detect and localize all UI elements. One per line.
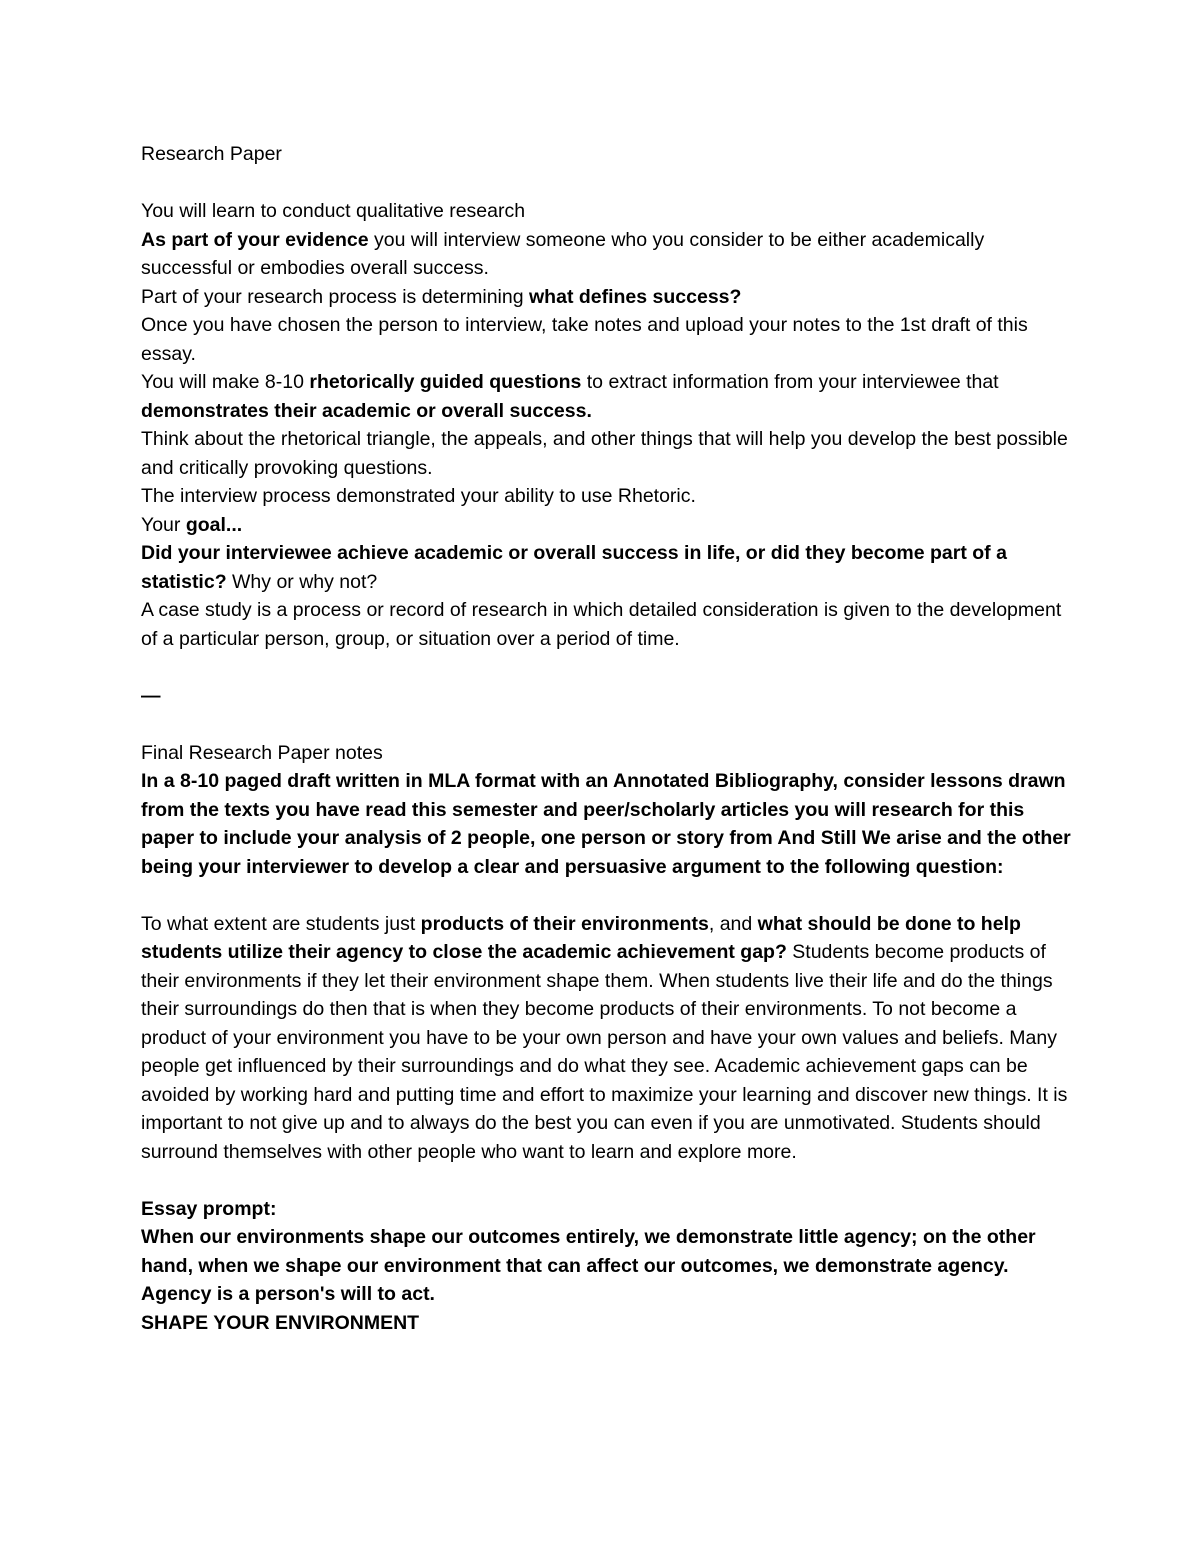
- goal-bold: goal...: [185, 513, 243, 536]
- answer-bold-1: products of their environments: [420, 912, 709, 935]
- answer-text: Students become products of their environments if they let their environment shape them. When students live their life and do the things their surroundings do then that is when they become products of their environments. To not become a product of your environment you have to be your own person and have your own values and beliefs. Many people get influenced by their surroundings and do what they see. Academic achievement gaps can be avoided by working hard and putting time and effort to maximize your learning and discover new things. It is important to not give up and to always do the best you can even if you are unmotivated. Students should surround themselves with other people who want to learn and explore more.: [141, 941, 1068, 1163]
- goal-question-bold: Did your interviewee achieve academic or overall success in life, or did they become part of a statistic?: [141, 542, 1007, 593]
- section-title: Research Paper: [141, 143, 282, 165]
- interview-paragraph: The interview process demonstrated your ability to use Rhetoric.: [141, 485, 696, 507]
- triangle-paragraph: Think about the rhetorical triangle, the appeals, and other things that will help you develop the best possible and critically provoking questions.: [141, 428, 1068, 479]
- intro-line: You will learn to conduct qualitative research: [141, 200, 526, 222]
- goal-line: [141, 511, 1076, 540]
- process-paragraph: [141, 283, 1076, 312]
- questions-text-a: You will make 8-10: [141, 371, 310, 393]
- process-bold: what defines success?: [529, 285, 742, 308]
- essay-prompt-label: [141, 1195, 1076, 1224]
- section-divider: —: [141, 684, 161, 707]
- spacer: [141, 169, 1076, 198]
- instructions-paragraph: [141, 767, 1076, 881]
- answer-bold-2: what should be done to help students utilize their agency to close the academic achievement gap?: [141, 912, 1021, 963]
- essay-prompt-label-bold: Essay prompt:: [141, 1197, 277, 1220]
- spacer: [141, 1166, 1076, 1195]
- goal-question: [141, 539, 1076, 596]
- evidence-bold: As part of your evidence: [141, 228, 369, 251]
- spacer: [141, 881, 1076, 910]
- questions-bold-2: demonstrates their academic or overall success.: [141, 399, 592, 422]
- answer-question-b: , and: [708, 912, 758, 935]
- notes-paragraph: Once you have chosen the person to interview, take notes and upload your notes to the 1st draft of this essay.: [141, 314, 1028, 365]
- case-study-paragraph: A case study is a process or record of research in which detailed consideration is given to the development of a particular person, group, or situation over a period of time.: [141, 599, 1062, 650]
- final-notes-title: Final Research Paper notes: [141, 741, 383, 764]
- questions-text-b: to extract information from your interviewee that: [581, 371, 999, 393]
- essay-prompt-bold: When our environments shape our outcomes entirely, we demonstrate little agency; on the other hand, when we shape our environment that can affect our outcomes, we demonstrate agency. Agency is a person's will to act.: [141, 1226, 1036, 1305]
- questions-paragraph: [141, 368, 1076, 425]
- questions-bold-1: rhetorically guided questions: [309, 371, 582, 393]
- goal-text: Your: [141, 513, 186, 536]
- spacer: [141, 653, 1076, 682]
- answer-paragraph: [141, 910, 1076, 1167]
- process-text: Part of your research process is determining: [141, 285, 530, 308]
- document-body: [141, 140, 1076, 1337]
- evidence-text: you will interview someone who you consider to be either academically successful or embodies overall success.: [141, 228, 985, 279]
- essay-prompt-text: [141, 1223, 1076, 1309]
- closing-bold: SHAPE YOUR ENVIRONMENT: [141, 1311, 420, 1334]
- closing-line: [141, 1309, 1076, 1338]
- answer-question-a: To what extent are students just: [141, 912, 421, 935]
- instructions-bold: In a 8-10 paged draft written in MLA format with an Annotated Bibliography, consider lessons drawn from the texts you have read this semester and peer/scholarly articles you will research for this paper to include your analysis of 2 people, one person or story from And Still We arise and the other being your interviewer to develop a clear and persuasive argument to the following question:: [141, 770, 1071, 878]
- spacer: [141, 710, 1076, 739]
- goal-question-rest: Why or why not?: [226, 570, 378, 593]
- evidence-paragraph: [141, 226, 1076, 283]
